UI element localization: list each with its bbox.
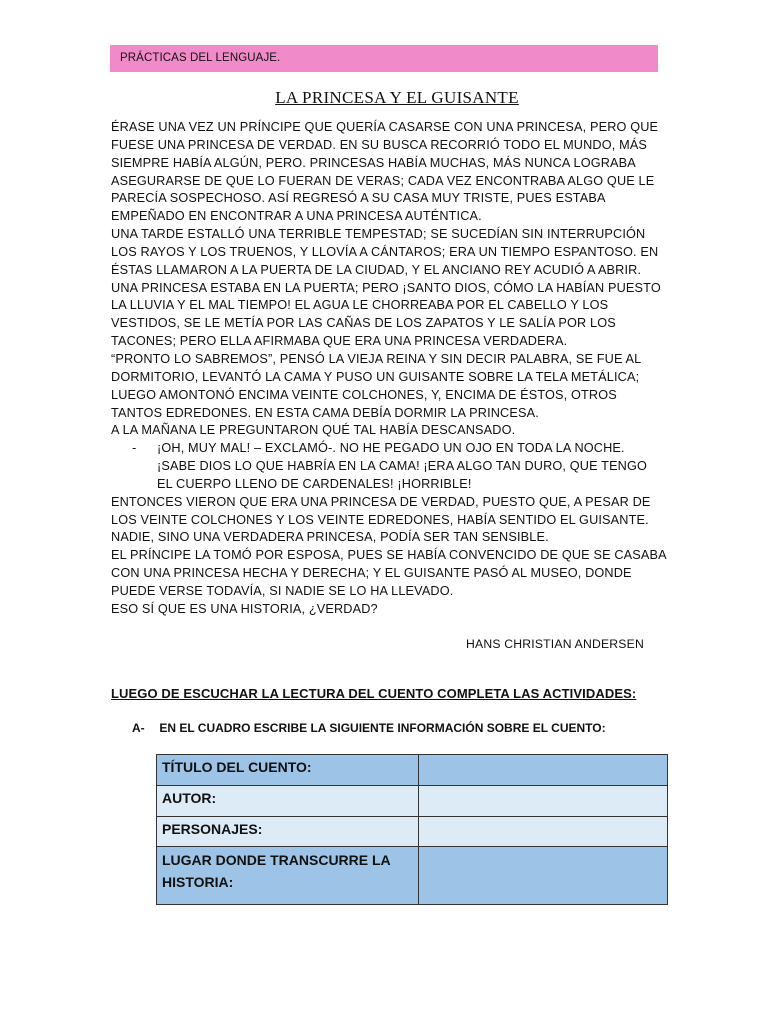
table-label-autor: AUTOR: bbox=[157, 786, 419, 817]
story-line: LA LLUVIA Y EL MAL TIEMPO! EL AGUA LE CHORREABA POR EL CABELLO Y LOS bbox=[111, 298, 609, 313]
dialogue-text: ¡OH, MUY MAL! – EXCLAMÓ-. NO HE PEGADO UN OJO EN TODA LA NOCHE. bbox=[157, 441, 625, 456]
story-line: UNA PRINCESA ESTABA EN LA PUERTA; PERO ¡SANTO DIOS, CÓMO LA HABÍAN PUESTO bbox=[111, 280, 661, 295]
story-line: A LA MAÑANA LE PREGUNTARON QUÉ TAL HABÍA DESCANSADO. bbox=[111, 423, 516, 438]
subject-header-bar bbox=[110, 45, 658, 72]
table-row-autor bbox=[157, 786, 668, 817]
activities-instructions: LUEGO DE ESCUCHAR LA LECTURA DEL CUENTO COMPLETA LAS ACTIVIDADES: bbox=[111, 686, 637, 701]
story-text bbox=[111, 119, 671, 619]
story-line: ENTONCES VIERON QUE ERA UNA PRINCESA DE VERDAD, PUESTO QUE, A PESAR DE bbox=[111, 494, 651, 509]
story-line: SIEMPRE HABÍA ALGÚN, PERO. PRINCESAS HABÍA MUCHAS, MÁS NUNCA LOGRABA bbox=[111, 155, 636, 170]
table-row-personajes bbox=[157, 817, 668, 847]
table-label-lugar-line2: HISTORIA: bbox=[162, 874, 234, 890]
dialogue-text: ¡SABE DIOS LO QUE HABRÍA EN LA CAMA! ¡ERA ALGO TAN DURO, QUE TENGO bbox=[157, 459, 648, 474]
story-line: DORMITORIO, LEVANTÓ LA CAMA Y PUSO UN GUISANTE SOBRE LA TELA METÁLICA; bbox=[111, 369, 640, 384]
story-author: HANS CHRISTIAN ANDERSEN bbox=[466, 637, 644, 651]
dialogue-line bbox=[111, 458, 671, 476]
story-line: PUEDE VERSE TODAVÍA, SI NADIE SE LO HA LLEVADO. bbox=[111, 583, 454, 598]
activity-a-letter: A- bbox=[132, 721, 145, 735]
story-line: UNA TARDE ESTALLÓ UNA TERRIBLE TEMPESTAD; SE SUCEDÍAN SIN INTERRUPCIÓN bbox=[111, 227, 646, 242]
story-info-table bbox=[156, 754, 668, 905]
answer-field-autor[interactable] bbox=[419, 786, 668, 817]
table-label-personajes: PERSONAJES: bbox=[157, 817, 419, 847]
dialogue-line bbox=[111, 440, 671, 458]
story-line: EL PRÍNCIPE LA TOMÓ POR ESPOSA, PUES SE HABÍA CONVENCIDO DE QUE SE CASABA bbox=[111, 548, 667, 563]
dialogue-text: EL CUERPO LLENO DE CARDENALES! ¡HORRIBLE! bbox=[157, 476, 472, 491]
story-line: ÉRASE UNA VEZ UN PRÍNCIPE QUE QUERÍA CASARSE CON UNA PRINCESA, PERO QUE bbox=[111, 120, 659, 134]
story-title: LA PRINCESA Y EL GUISANTE bbox=[275, 88, 519, 107]
story-line: ÉSTAS LLAMARON A LA PUERTA DE LA CIUDAD, Y EL ANCIANO REY ACUDIÓ A ABRIR. bbox=[111, 262, 642, 277]
dialogue-dash: - bbox=[132, 441, 137, 456]
story-line: ASEGURARSE DE QUE LO FUERAN DE VERAS; CADA VEZ ENCONTRABA ALGO QUE LE bbox=[111, 173, 655, 188]
story-line: TANTOS EDREDONES. EN ESTA CAMA DEBÍA DORMIR LA PRINCESA. bbox=[111, 405, 539, 420]
story-line: TACONES; PERO ELLA AFIRMABA QUE ERA UNA PRINCESA VERDADERA. bbox=[111, 334, 568, 349]
table-label-titulo: TÍTULO DEL CUENTO: bbox=[157, 755, 419, 786]
table-row-titulo bbox=[157, 755, 668, 786]
story-line: CON UNA PRINCESA HECHA Y DERECHA; Y EL GUISANTE PASÓ AL MUSEO, DONDE bbox=[111, 566, 632, 581]
dialogue-line bbox=[111, 476, 671, 494]
table-label-lugar bbox=[157, 847, 419, 905]
story-line: LOS VEINTE COLCHONES Y LOS VEINTE EDREDONES, HABÍA SENTIDO EL GUISANTE. bbox=[111, 512, 649, 527]
answer-field-titulo[interactable] bbox=[419, 755, 668, 786]
story-line: LOS RAYOS Y LOS TRUENOS, Y LLOVÍA A CÁNTAROS; ERA UN TIEMPO ESPANTOSO. EN bbox=[111, 244, 659, 259]
answer-field-lugar[interactable] bbox=[419, 847, 668, 905]
activity-a bbox=[132, 721, 606, 735]
story-line: NADIE, SINO UNA VERDADERA PRINCESA, PODÍA SER TAN SENSIBLE. bbox=[111, 530, 549, 545]
activity-a-text: EN EL CUADRO ESCRIBE LA SIGUIENTE INFORMACIÓN SOBRE EL CUENTO: bbox=[159, 721, 606, 735]
story-line: “PRONTO LO SABREMOS”, PENSÓ LA VIEJA REINA Y SIN DECIR PALABRA, SE FUE AL bbox=[111, 351, 642, 366]
story-line: ESO SÍ QUE ES UNA HISTORIA, ¿VERDAD? bbox=[111, 601, 378, 616]
table-row-lugar bbox=[157, 847, 668, 905]
table-label-lugar-line1: LUGAR DONDE TRANSCURRE LA bbox=[162, 852, 391, 868]
story-line: VESTIDOS, SE LE METÍA POR LAS CAÑAS DE LOS ZAPATOS Y LE SALÍA POR LOS bbox=[111, 316, 616, 331]
story-line: EMPEÑADO EN ENCONTRAR A UNA PRINCESA AUTÉNTICA. bbox=[111, 209, 482, 224]
story-line: PARECÍA SOSPECHOSO. ASÍ REGRESÓ A SU CASA MUY TRISTE, PUES ESTABA bbox=[111, 191, 606, 206]
story-line: LUEGO AMONTONÓ ENCIMA VEINTE COLCHONES, Y, ENCIMA DE ÉSTOS, OTROS bbox=[111, 387, 617, 402]
answer-field-personajes[interactable] bbox=[419, 817, 668, 847]
subject-label: PRÁCTICAS DEL LENGUAJE. bbox=[120, 52, 281, 64]
story-line: FUESE UNA PRINCESA DE VERDAD. EN SU BUSCA RECORRIÓ TODO EL MUNDO, MÁS bbox=[111, 137, 648, 152]
